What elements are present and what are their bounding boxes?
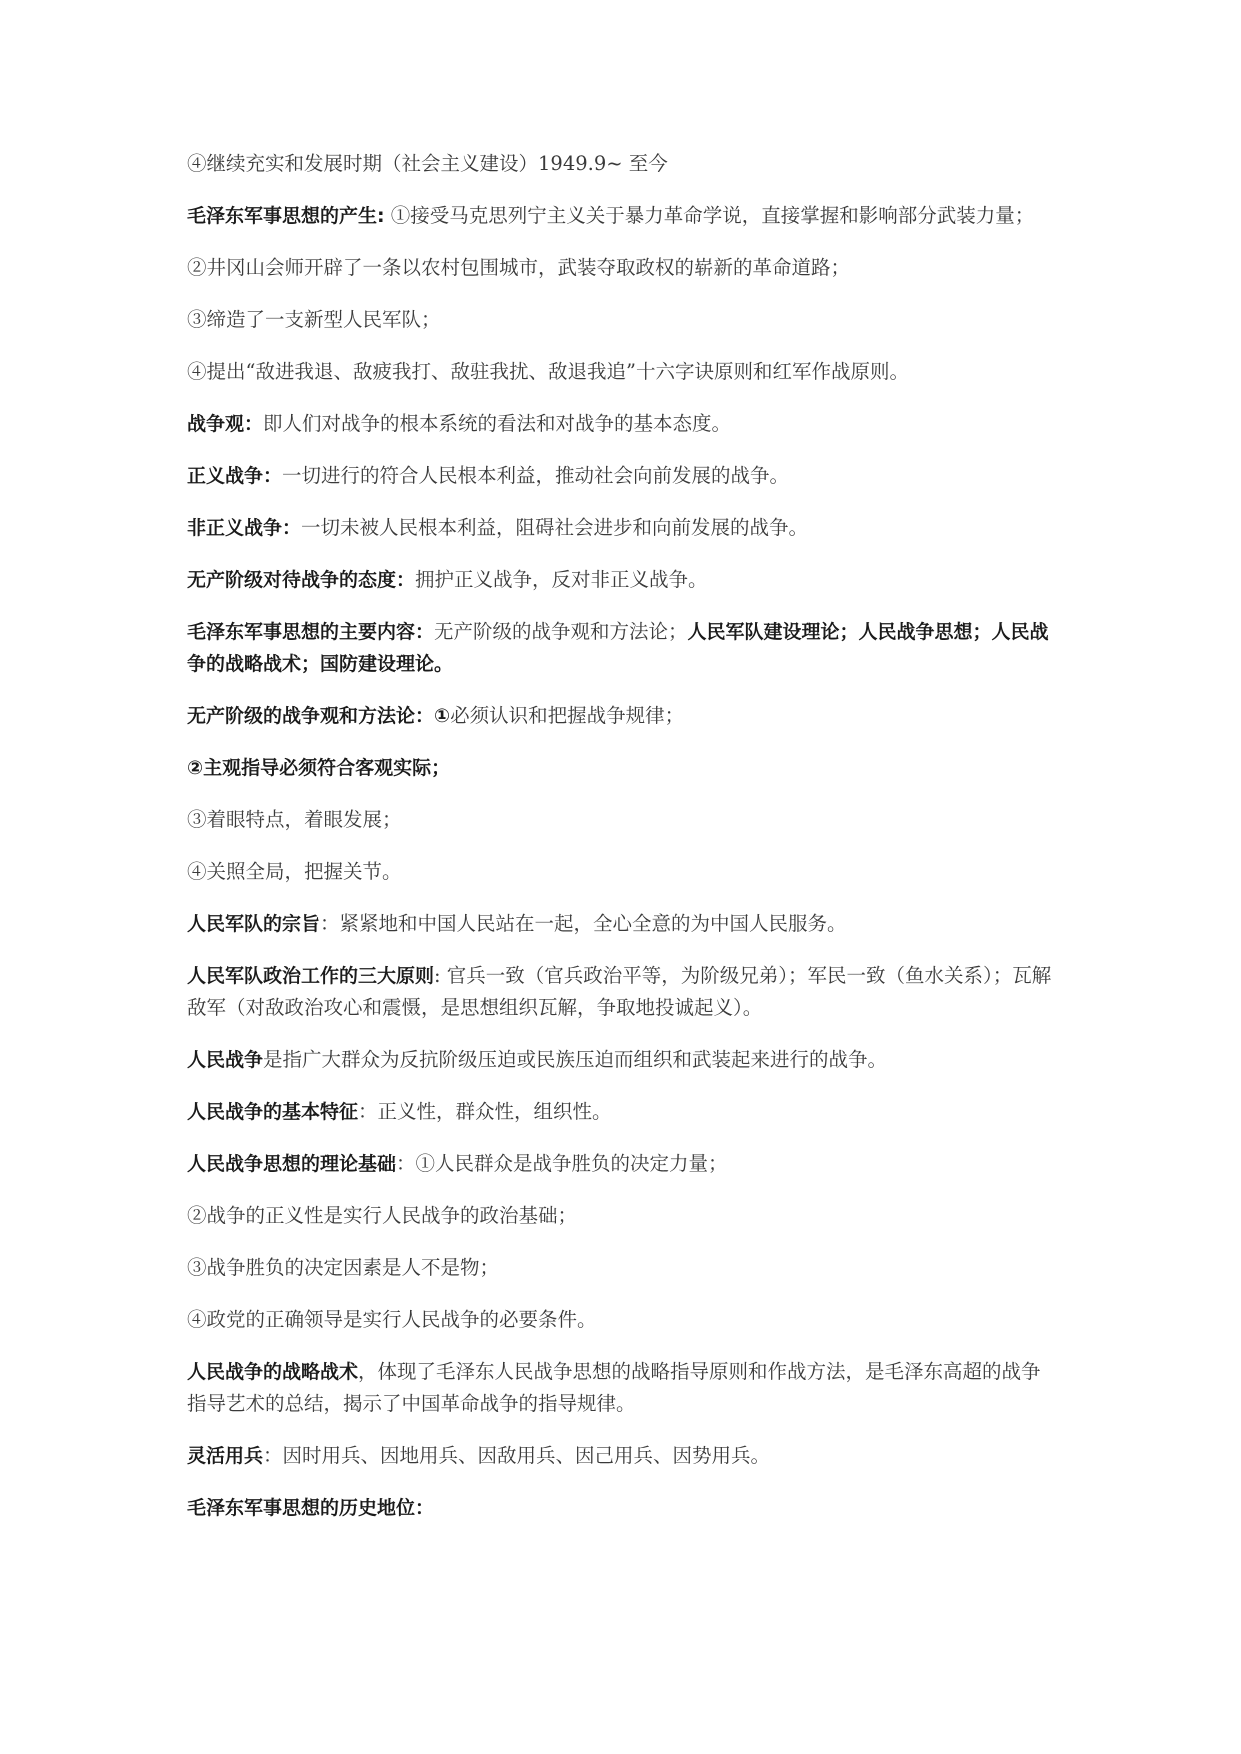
paragraph-text: ③战争胜负的决定因素是人不是物； — [187, 1256, 500, 1279]
paragraph — [187, 700, 1055, 732]
paragraph — [187, 200, 1055, 232]
paragraph — [187, 616, 1055, 680]
paragraph-term: 战争观： — [187, 413, 264, 435]
paragraph-text: ③着眼特点，着眼发展； — [187, 808, 402, 831]
paragraph — [187, 1200, 1055, 1232]
paragraph-text: ，体现了毛泽东人民战争思想的战略指导原则和作战方法，是毛泽东高超的战争指导艺术的总结，揭示了中国革命战争的指导规律。 — [187, 1360, 1041, 1415]
paragraph-text: 即人们对战争的根本系统的看法和对战争的基本态度。 — [263, 412, 732, 435]
paragraph — [187, 1252, 1055, 1284]
paragraph-term: 毛泽东军事思想的产生: — [187, 205, 385, 227]
paragraph-text: ④提出“敌进我退、敌疲我打、敌驻我扰、敌退我追”十六字诀原则和红军作战原则。 — [187, 360, 909, 383]
paragraph — [187, 804, 1055, 836]
paragraph — [187, 460, 1055, 492]
paragraph-term: 人民战争 — [187, 1049, 264, 1071]
paragraph — [187, 960, 1055, 1024]
paragraph-term: 人民军队的宗旨 — [187, 913, 321, 935]
paragraph-text: ：正义性，群众性，组织性。 — [358, 1100, 612, 1123]
paragraph-term: 人民战争的基本特征 — [187, 1101, 359, 1123]
paragraph — [187, 408, 1055, 440]
paragraph-term: 人民战争思想的理论基础 — [187, 1153, 397, 1175]
paragraph-text: ②战争的正义性是实行人民战争的政治基础； — [187, 1204, 578, 1227]
paragraph-term: 无产阶级的战争观和方法论： — [187, 705, 435, 727]
paragraph — [187, 856, 1055, 888]
paragraph-text: 无产阶级的战争观和方法论； — [434, 620, 688, 643]
paragraph-text: : 官兵一致（官兵政治平等，为阶级兄弟）；军民一致（鱼水关系）；瓦解敌军（对敌政治攻心和震慑，是思想组织瓦解，争取地投诚起义）。 — [187, 964, 1052, 1019]
paragraph — [187, 752, 1055, 784]
paragraph-term: ②主观指导必须符合客观实际； — [187, 757, 451, 779]
paragraph — [187, 1096, 1055, 1128]
document-body — [187, 148, 1055, 1544]
paragraph — [187, 908, 1055, 940]
paragraph — [187, 1148, 1055, 1180]
paragraph-term: 非正义战争： — [187, 517, 302, 539]
paragraph-text: 必须认识和把握战争规律； — [450, 704, 685, 727]
paragraph-term: 人民军队政治工作的三大原则 — [187, 965, 435, 987]
paragraph-text: 一切未被人民根本利益，阻碍社会进步和向前发展的战争。 — [301, 516, 809, 539]
paragraph — [187, 356, 1055, 388]
paragraph-term: 人民战争的战略战术 — [187, 1361, 359, 1383]
paragraph-text: 拥护正义战争，反对非正义战争。 — [415, 568, 708, 591]
paragraph-text: ④继续充实和发展时期（社会主义建设）1949.9~ 至今 — [187, 152, 668, 175]
paragraph-text: ④政党的正确领导是实行人民战争的必要条件。 — [187, 1308, 597, 1331]
paragraph-bold-text: 人民军队建设理论；人民战争思想；人民战争的战略战术；国防建设理论。 — [187, 621, 1049, 675]
paragraph-text: ①接受马克思列宁主义关于暴力革命学说，直接掌握和影响部分武装力量； — [384, 204, 1035, 227]
paragraph-text: ④关照全局，把握关节。 — [187, 860, 402, 883]
paragraph — [187, 304, 1055, 336]
paragraph-text: ：紧紧地和中国人民站在一起，全心全意的为中国人民服务。 — [320, 912, 847, 935]
paragraph-marker: ① — [434, 705, 451, 727]
paragraph-text: 一切进行的符合人民根本利益，推动社会向前发展的战争。 — [282, 464, 790, 487]
paragraph — [187, 1044, 1055, 1076]
paragraph-text: 是指广大群众为反抗阶级压迫或民族压迫而组织和武装起来进行的战争。 — [263, 1048, 888, 1071]
paragraph-term: 无产阶级对待战争的态度： — [187, 569, 416, 591]
paragraph — [187, 512, 1055, 544]
paragraph — [187, 564, 1055, 596]
paragraph — [187, 148, 1055, 180]
paragraph — [187, 1356, 1055, 1420]
paragraph-term: 灵活用兵 — [187, 1445, 264, 1467]
paragraph-text: ：因时用兵、因地用兵、因敌用兵、因己用兵、因势用兵。 — [263, 1444, 771, 1467]
paragraph-term: 毛泽东军事思想的历史地位： — [187, 1497, 435, 1519]
paragraph-term: 毛泽东军事思想的主要内容： — [187, 621, 435, 643]
paragraph-text: ③缔造了一支新型人民军队； — [187, 308, 441, 331]
paragraph — [187, 252, 1055, 284]
paragraph — [187, 1440, 1055, 1472]
paragraph-text: ：①人民群众是战争胜负的决定力量； — [396, 1152, 728, 1175]
paragraph-term: 正义战争： — [187, 465, 283, 487]
paragraph — [187, 1304, 1055, 1336]
paragraph — [187, 1492, 1055, 1524]
paragraph-text: ②井冈山会师开辟了一条以农村包围城市，武装夺取政权的崭新的革命道路； — [187, 256, 851, 279]
